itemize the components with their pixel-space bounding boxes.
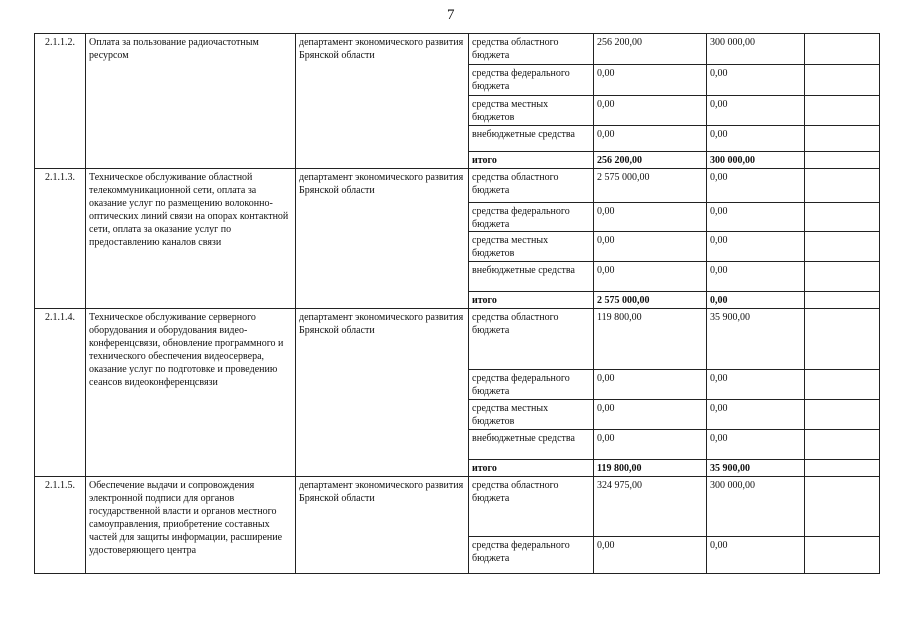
item-executor: департамент экономического развития Брянской области <box>296 477 469 574</box>
total-value-1: 119 800,00 <box>594 460 707 477</box>
source-label: внебюджетные средства <box>469 262 594 292</box>
empty-cell <box>805 169 880 203</box>
empty-cell <box>805 400 880 430</box>
empty-cell <box>805 460 880 477</box>
empty-cell <box>805 203 880 232</box>
value-2: 300 000,00 <box>707 477 805 537</box>
item-name: Техническое обслуживание областной телекоммуникационной сети, оплата за оказание услуг по размещению волоконно-оптических линий связи на опорах контактной сети, оплата за оказание услуг по предоставлению каналов связи <box>86 169 296 309</box>
source-label: средства местных бюджетов <box>469 232 594 262</box>
value-2: 0,00 <box>707 65 805 96</box>
total-label: итого <box>469 152 594 169</box>
empty-cell <box>805 152 880 169</box>
table-row <box>35 169 880 203</box>
total-value-1: 256 200,00 <box>594 152 707 169</box>
item-name: Оплата за пользование радиочастотным ресурсом <box>86 34 296 169</box>
empty-cell <box>805 292 880 309</box>
empty-cell <box>805 537 880 574</box>
budget-table <box>34 33 880 574</box>
total-value-2: 35 900,00 <box>707 460 805 477</box>
item-executor: департамент экономического развития Брянской области <box>296 34 469 169</box>
empty-cell <box>805 430 880 460</box>
value-2: 0,00 <box>707 126 805 152</box>
empty-cell <box>805 370 880 400</box>
item-number: 2.1.1.2. <box>35 34 86 169</box>
value-1: 0,00 <box>594 96 707 126</box>
source-label: внебюджетные средства <box>469 126 594 152</box>
value-2: 0,00 <box>707 232 805 262</box>
value-2: 0,00 <box>707 370 805 400</box>
empty-cell <box>805 65 880 96</box>
value-2: 300 000,00 <box>707 34 805 65</box>
table-row <box>35 477 880 537</box>
value-2: 0,00 <box>707 169 805 203</box>
source-label: средства федерального бюджета <box>469 537 594 574</box>
value-1: 0,00 <box>594 262 707 292</box>
value-2: 0,00 <box>707 430 805 460</box>
page-number: 7 <box>447 7 455 23</box>
empty-cell <box>805 96 880 126</box>
empty-cell <box>805 232 880 262</box>
value-1: 119 800,00 <box>594 309 707 370</box>
source-label: средства федерального бюджета <box>469 65 594 96</box>
source-label: средства местных бюджетов <box>469 400 594 430</box>
empty-cell <box>805 477 880 537</box>
value-1: 0,00 <box>594 537 707 574</box>
empty-cell <box>805 262 880 292</box>
value-1: 0,00 <box>594 430 707 460</box>
value-1: 256 200,00 <box>594 34 707 65</box>
item-number: 2.1.1.4. <box>35 309 86 477</box>
table-row <box>35 34 880 65</box>
source-label: средства местных бюджетов <box>469 96 594 126</box>
item-name: Обеспечение выдачи и сопровождения электронной подписи для органов государственной власти и органов местного самоуправления, приобретение составных частей для защиты информации, расширение удостоверяющего центра <box>86 477 296 574</box>
item-executor: департамент экономического развития Брянской области <box>296 169 469 309</box>
item-number: 2.1.1.3. <box>35 169 86 309</box>
value-2: 0,00 <box>707 203 805 232</box>
source-label: средства федерального бюджета <box>469 370 594 400</box>
empty-cell <box>805 34 880 65</box>
total-label: итого <box>469 460 594 477</box>
value-1: 2 575 000,00 <box>594 169 707 203</box>
total-value-2: 300 000,00 <box>707 152 805 169</box>
total-label: итого <box>469 292 594 309</box>
value-2: 0,00 <box>707 537 805 574</box>
table-row <box>35 309 880 370</box>
source-label: средства областного бюджета <box>469 477 594 537</box>
empty-cell <box>805 309 880 370</box>
source-label: средства областного бюджета <box>469 309 594 370</box>
value-2: 0,00 <box>707 96 805 126</box>
value-1: 0,00 <box>594 232 707 262</box>
value-2: 0,00 <box>707 262 805 292</box>
value-1: 0,00 <box>594 203 707 232</box>
total-value-1: 2 575 000,00 <box>594 292 707 309</box>
value-1: 0,00 <box>594 370 707 400</box>
item-executor: департамент экономического развития Брянской области <box>296 309 469 477</box>
value-1: 324 975,00 <box>594 477 707 537</box>
item-name: Техническое обслуживание серверного оборудования и оборудования видео-конференцсвязи, обновление программного и технического обеспечения видеосервера, оказание услуг по подготовке и проведению сеансов видеоконференцсвязи <box>86 309 296 477</box>
value-1: 0,00 <box>594 126 707 152</box>
source-label: средства областного бюджета <box>469 34 594 65</box>
value-1: 0,00 <box>594 65 707 96</box>
source-label: средства областного бюджета <box>469 169 594 203</box>
value-2: 0,00 <box>707 400 805 430</box>
source-label: внебюджетные средства <box>469 430 594 460</box>
empty-cell <box>805 126 880 152</box>
source-label: средства федерального бюджета <box>469 203 594 232</box>
total-value-2: 0,00 <box>707 292 805 309</box>
value-2: 35 900,00 <box>707 309 805 370</box>
item-number: 2.1.1.5. <box>35 477 86 574</box>
value-1: 0,00 <box>594 400 707 430</box>
